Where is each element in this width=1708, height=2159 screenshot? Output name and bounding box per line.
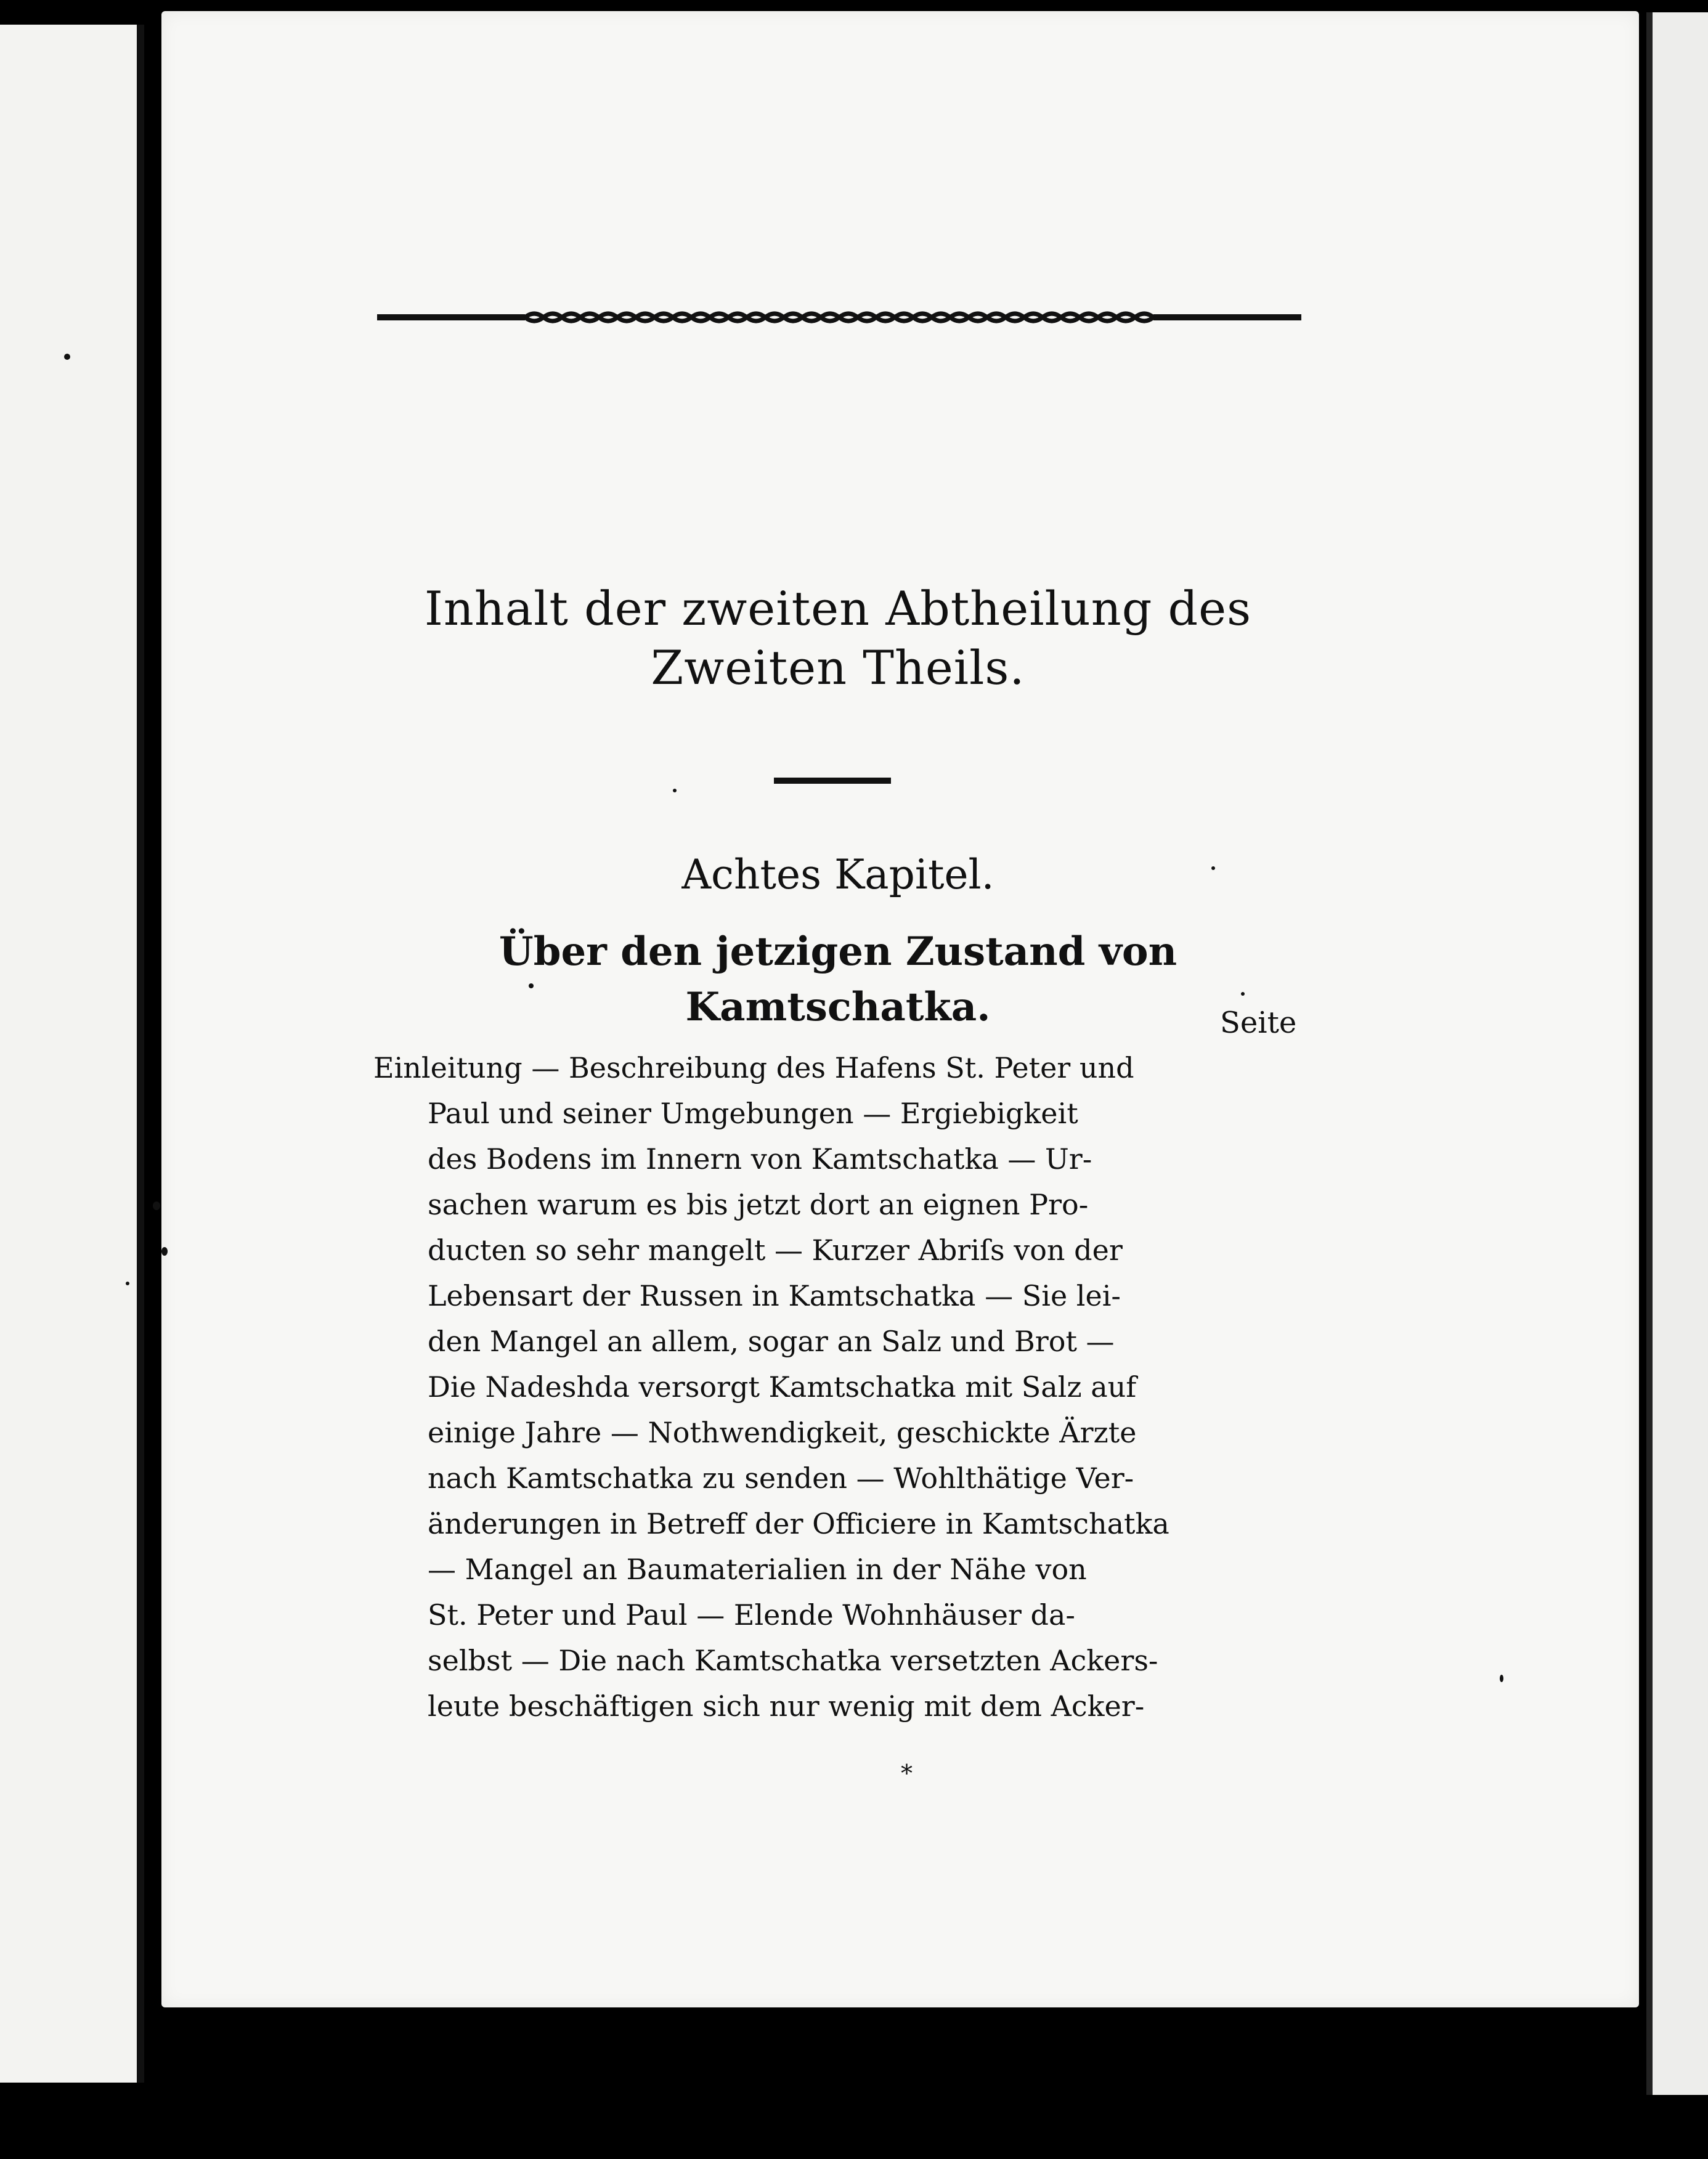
toc-line: St. Peter und Paul — Elende Wohnhäuser da- [428, 1598, 1075, 1632]
short-divider-rule [774, 778, 891, 784]
toc-line: ducten so sehr mangelt — Kurzer Abriſs von der [428, 1234, 1123, 1267]
scan-speck [673, 789, 677, 792]
toc-line: selbst — Die nach Kamtschatka versetzten Ackers- [428, 1644, 1158, 1677]
toc-line: Paul und seiner Umgebungen — Ergiebigkeit [428, 1097, 1078, 1130]
toc-line: leute beschäftigen sich nur wenig mit dem Acker- [428, 1689, 1145, 1723]
right-page-edge [1646, 12, 1708, 2095]
page-column-label: Seite [1220, 1006, 1297, 1040]
scan-speck [1241, 992, 1245, 996]
heading-line-2: Zweiten Theils. [651, 640, 1025, 695]
scan-speck [1211, 866, 1215, 870]
toc-line: Lebensart der Russen in Kamtschatka — Sie lei- [428, 1279, 1121, 1312]
left-page-edge [0, 25, 144, 2083]
toc-line: des Bodens im Innern von Kamtschatka — Ur- [428, 1142, 1092, 1176]
scan-speck [153, 1201, 160, 1210]
signature-mark: * [901, 1760, 913, 1787]
toc-line: Die Nadeshda versorgt Kamtschatka mit Salz auf [428, 1370, 1137, 1404]
toc-line: nach Kamtschatka zu senden — Wohlthätige Ver- [428, 1462, 1134, 1495]
scan-speck [64, 354, 70, 360]
scan-speck [1500, 1675, 1503, 1682]
toc-line: den Mangel an allem, sogar an Salz und Brot — [428, 1325, 1115, 1358]
chapter-number: Achtes Kapitel. [681, 851, 994, 898]
scan-speck [529, 983, 534, 988]
decorative-rule-ornament [377, 296, 1301, 339]
toc-line: einige Jahre — Nothwendigkeit, geschickte Ärzte [428, 1416, 1137, 1449]
toc-line: sachen warum es bis jetzt dort an eignen Pro- [428, 1188, 1089, 1221]
toc-line: — Mangel an Baumaterialien in der Nähe von [428, 1553, 1087, 1586]
contents-heading [345, 579, 1331, 697]
scan-speck [161, 1247, 168, 1256]
chapter-title: Über den jetzigen Zustand von Kamtschatka. [498, 929, 1177, 1030]
toc-line: Einleitung — Beschreibung des Hafens St. Peter und [373, 1051, 1134, 1084]
toc-line: änderungen in Betreff der Officiere in Kamtschatka [428, 1507, 1169, 1540]
scan-speck [126, 1282, 129, 1285]
heading-line-1: Inhalt der zweiten Abtheilung des [424, 581, 1252, 636]
